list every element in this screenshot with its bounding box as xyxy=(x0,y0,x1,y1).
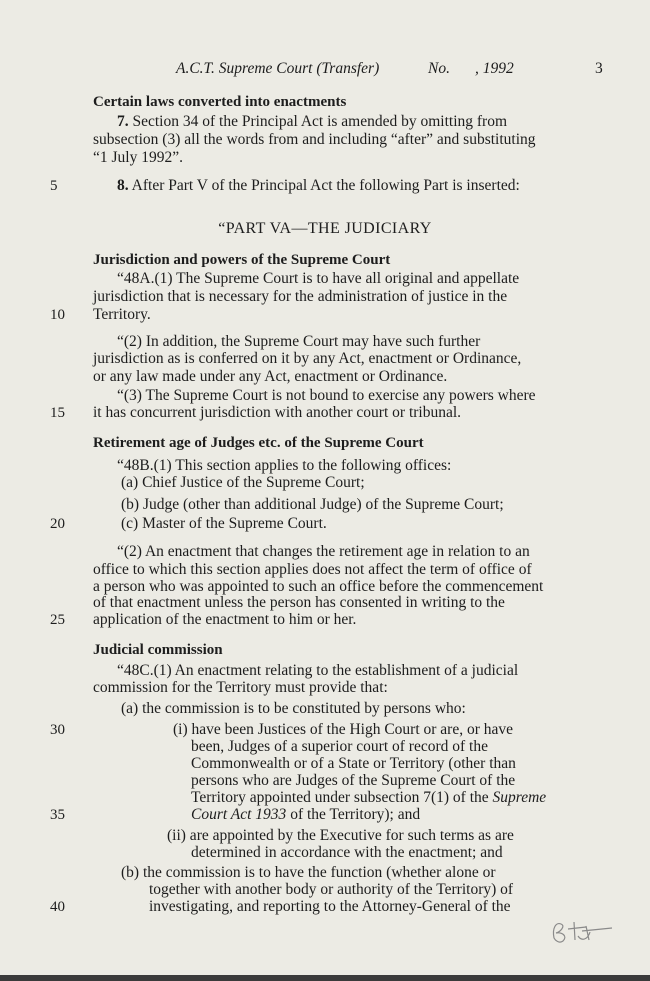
text-line: “(3) The Supreme Court is not bound to exercise any powers where xyxy=(117,387,536,404)
text-line: it has concurrent jurisdiction with another court or tribunal. xyxy=(93,404,462,421)
text-line: application of the enactment to him or her. xyxy=(93,611,357,628)
section-number: 8. xyxy=(117,177,129,194)
running-title: A.C.T. Supreme Court (Transfer) xyxy=(176,60,380,77)
sub-item-line: Commonwealth or of a State or Territory (other than xyxy=(191,755,516,772)
sub-item-line: persons who are Judges of the Supreme Court of the xyxy=(191,772,516,789)
line-number: 10 xyxy=(50,307,65,323)
section-text: Section 34 of the Principal Act is amended by omitting from xyxy=(132,113,508,130)
section-text: After Part V of the Principal Act the following Part is inserted: xyxy=(131,177,520,194)
line-number: 30 xyxy=(50,722,65,738)
line-number: 20 xyxy=(50,516,65,532)
section-7-line-2: subsection (3) all the words from and including “after” and substituting xyxy=(93,131,536,148)
list-item: (b) Judge (other than additional Judge) of the Supreme Court; xyxy=(121,496,504,513)
text-line: or any law made under any Act, enactment or Ordinance. xyxy=(93,368,448,385)
line-number: 15 xyxy=(50,405,65,421)
sub-item-line: been, Judges of a superior court of record of the xyxy=(191,738,488,755)
list-item: (a) the commission is to be constituted by persons who: xyxy=(121,700,466,717)
section-heading: Retirement age of Judges etc. of the Supreme Court xyxy=(93,435,424,451)
text-line: investigating, and reporting to the Attorney-General of the xyxy=(149,898,511,915)
text-line: “48A.(1) The Supreme Court is to have all original and appellate xyxy=(117,270,520,287)
section-heading: Judicial commission xyxy=(93,642,223,658)
list-item: (c) Master of the Supreme Court. xyxy=(121,515,327,532)
list-item: (b) the commission is to have the function (whether alone or xyxy=(121,864,496,881)
handwritten-initials xyxy=(548,916,618,946)
text-line: of that enactment unless the person has consented in writing to the xyxy=(93,594,505,611)
line-number: 40 xyxy=(50,899,65,915)
section-heading: Jurisdiction and powers of the Supreme Court xyxy=(93,252,391,268)
sub-item-line: determined in accordance with the enactment; and xyxy=(191,844,503,861)
text-line: jurisdiction that is necessary for the administration of justice in the xyxy=(93,288,508,305)
text-line: “(2) An enactment that changes the retirement age in relation to an xyxy=(117,543,530,560)
line-number: 35 xyxy=(50,807,65,823)
act-title: Court Act 1933 xyxy=(191,806,287,823)
text-line: “48C.(1) An enactment relating to the establishment of a judicial xyxy=(117,662,519,679)
text-line: Territory. xyxy=(93,306,151,323)
section-number: 7. xyxy=(117,113,129,130)
page-number: 3 xyxy=(595,60,603,77)
section-7-line-1 xyxy=(117,113,507,131)
text-line: jurisdiction as is conferred on it by any Act, enactment or Ordinance, xyxy=(93,350,522,367)
text-run: of the Territory); and xyxy=(286,806,421,823)
sub-item-line xyxy=(191,789,546,807)
line-number: 5 xyxy=(50,178,58,194)
section-7-line-3: “1 July 1992”. xyxy=(93,149,183,166)
running-header xyxy=(0,60,650,80)
list-item: (a) Chief Justice of the Supreme Court; xyxy=(121,474,365,491)
act-title: Supreme xyxy=(492,789,547,806)
act-number: No. xyxy=(428,60,450,77)
text-line: office to which this section applies does not affect the term of office of xyxy=(93,561,532,578)
text-line: commission for the Territory must provide that: xyxy=(93,679,388,696)
line-number: 25 xyxy=(50,612,65,628)
section-heading: Certain laws converted into enactments xyxy=(93,94,347,110)
part-heading: “PART VA—THE JUDICIARY xyxy=(218,220,432,237)
act-year: , 1992 xyxy=(475,60,514,77)
sub-item-line: (ii) are appointed by the Executive for such terms as are xyxy=(167,827,514,844)
section-8-line xyxy=(117,177,520,195)
text-line: “(2) In addition, the Supreme Court may have such further xyxy=(117,333,481,350)
sub-item-line xyxy=(191,806,420,824)
text-line: a person who was appointed to such an office before the commencement xyxy=(93,578,544,595)
sub-item-line: (i) have been Justices of the High Court or are, or have xyxy=(173,721,514,738)
text-line: together with another body or authority of the Territory) of xyxy=(149,881,514,898)
text-run: Territory appointed under subsection 7(1) of the xyxy=(191,789,493,806)
scan-edge xyxy=(0,975,650,981)
text-line: “48B.(1) This section applies to the following offices: xyxy=(117,457,452,474)
